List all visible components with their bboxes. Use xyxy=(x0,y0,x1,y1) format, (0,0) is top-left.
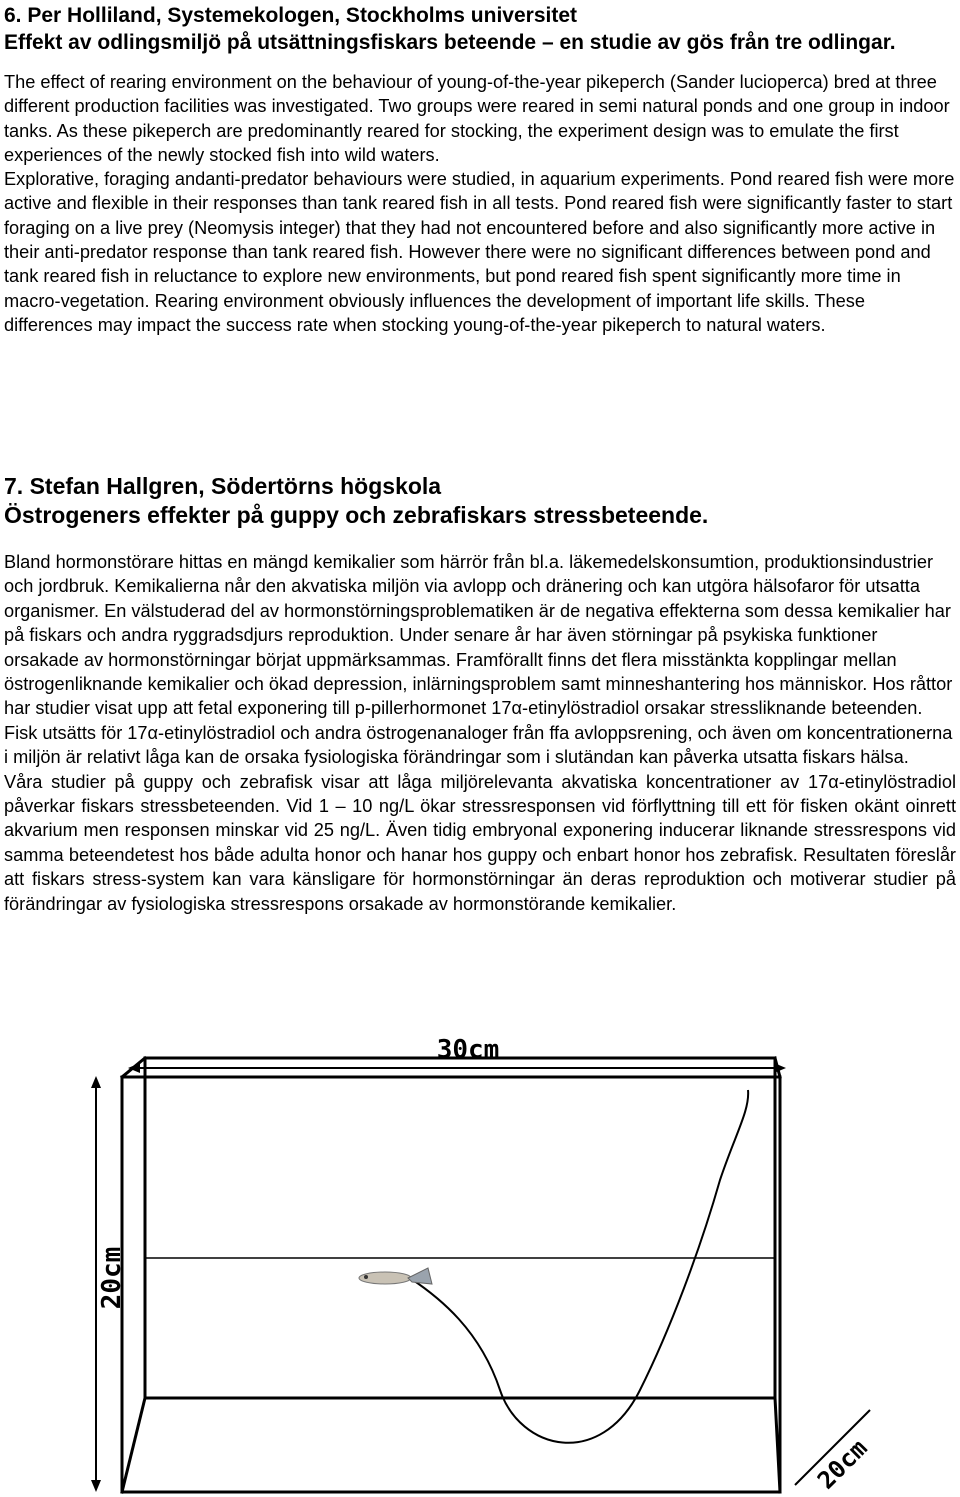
aquarium-figure xyxy=(0,1030,960,1497)
guppy-fish-icon xyxy=(359,1268,432,1284)
section-6-author-heading: 6. Per Holliland, Systemekologen, Stockholms universitet xyxy=(4,4,577,27)
section-7-paragraph: Bland hormonstörare hittas en mängd kemikalier som härrör från bl.a. läkemedelskonsumtion, produktionsindustrier och jordbruk. Kemikalierna når den akvatiska miljön via avlopp och dränering och kan utgöra hälsofaror för utsatta organismer. En välstuderad del av hormonstörningsproblematiken är de negativa effekterna som dessa kemikalier har på fiskars och andra ryggradsdjurs reproduktion. Under senare år har även störningar på psykiska funktioner orsakade av hormonstörningar börjat uppmärksammas. Framförallt finns det flera misstänkta kopplingar mellan östrogenliknande kemikalier och ökad depression, inlärningsproblem samt minneshantering hos människor. Hos råttor har studier visat upp att fetal exponering till p-pillerhormonet 17α-etinylöstradiol orsakar stressliknande beteenden. Fisk utsätts för 17α-etinylöstradiol och andra östrogenanaloger från ffa avloppsrening, och även om koncentrationerna i miljön är relativt låga kan de orsaka fysiologiska förändringar som i slutändan kan påverka utsatta fiskars hälsa. xyxy=(4,552,953,768)
fish-swim-path xyxy=(410,1090,748,1443)
depth-label: 20cm xyxy=(812,1434,873,1495)
section-6-title: Effekt av odlingsmiljö på utsättningsfiskars beteende – en studie av gös från tre odlingar. xyxy=(4,31,896,54)
section-7 xyxy=(4,472,956,916)
section-7-author-heading: 7. Stefan Hallgren, Södertörns högskola xyxy=(4,473,442,499)
section-7-paragraph-2: Våra studier på guppy och zebrafisk visar att låga miljörelevanta akvatiska koncentrationer av 17α-etinylöstradiol påverkar fiskars stressbeteenden. Vid 1 – 10 ng/L ökar stressresponsen vid förflyttning till ett för fisken okänt oinrett akvarium men responsen minskar vid 25 ng/L. Även tidig embryonal exponering inducerar liknande stressrespons vid samma beteendetest hos både adulta honor och hanar hos guppy och enbart honor hos zebrafisk. Resultaten föreslår att fiskars stress-system kan vara känsligare för hormonstörningar än deras reproduktion och motiverar studier på förändringar av fysiologiska stressrespons orsakade av hormonstörande kemikalier. xyxy=(4,771,956,914)
height-label: 20cm xyxy=(97,1246,127,1310)
section-6-paragraph: The effect of rearing environment on the behaviour of young-of-the-year pikeperch (Sander lucioperca) bred at three different production facilities was investigated. Two groups were reared in semi natural ponds and one group in indoor tanks. As these pikeperch are predominantly reared for stocking, the experiment design was to emulate the first experiences of the newly stocked fish into wild waters. xyxy=(4,72,950,165)
section-6-paragraph-2: Explorative, foraging andanti-predator behaviours were studied, in aquarium experiments. Pond reared fish were more active and flexible in their responses than tank reared fish in all tests. Pond reared fish were significantly faster to start foraging on a live prey (Neomysis integer) that they had not encountered before and also significantly more active in their anti-predator response than tank reared fish. However there were no significant differences between pond and tank reared fish in reluctance to explore new environments, but pond reared fish spent significantly more time in macro-vegetation. Rearing environment obviously influences the development of important life skills. These differences may impact the success rate when stocking young-of-the-year pikeperch to natural waters. xyxy=(4,169,955,335)
section-6 xyxy=(4,2,956,337)
width-label: 30cm xyxy=(436,1035,500,1065)
section-7-title: Östrogeners effekter på guppy och zebrafiskars stressbeteende. xyxy=(4,502,709,528)
tank-back-frame xyxy=(145,1058,775,1398)
tank-front-frame xyxy=(122,1077,780,1492)
